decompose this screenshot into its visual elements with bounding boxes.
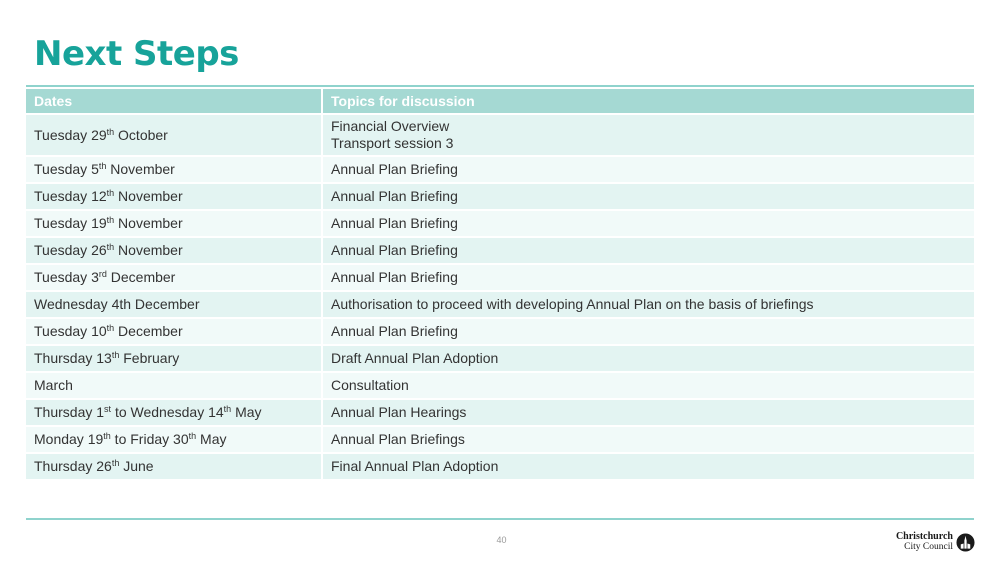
- date-cell: [26, 291, 322, 318]
- date-text: Thursday 13: [34, 350, 112, 366]
- title-divider: [26, 85, 974, 87]
- date-text: Monday 19: [34, 431, 104, 447]
- topic-line: Annual Plan Briefing: [331, 242, 458, 258]
- date-text: Tuesday 12: [34, 188, 107, 204]
- date-text: Thursday 26: [34, 458, 112, 474]
- table-row: [26, 114, 974, 156]
- date-ordinal-suffix: th: [188, 431, 197, 441]
- topics-cell: [322, 318, 974, 345]
- topic-line: Consultation: [331, 377, 409, 393]
- date-ordinal-suffix: st: [104, 404, 112, 414]
- date-ordinal-suffix: th: [223, 404, 232, 414]
- table-body: [26, 114, 974, 479]
- table-row: [26, 372, 974, 399]
- table-row: [26, 210, 974, 237]
- table-row: [26, 453, 974, 479]
- date-ordinal-suffix: rd: [98, 269, 107, 279]
- topics-cell: [322, 210, 974, 237]
- topics-cell: [322, 264, 974, 291]
- date-text: June: [119, 458, 154, 474]
- date-ordinal-suffix: th: [106, 188, 115, 198]
- date-cell: [26, 318, 322, 345]
- date-ordinal-suffix: th: [103, 431, 111, 441]
- logo-line-1: Christchurch: [895, 531, 953, 542]
- date-ordinal-suffix: th: [106, 242, 115, 252]
- topic-line: Authorisation to proceed with developing Annual Plan on the basis of briefings: [331, 296, 814, 312]
- date-text: Wednesday 4th December: [34, 296, 200, 312]
- topic-line: Annual Plan Briefing: [331, 161, 458, 177]
- date-text: December: [106, 269, 176, 285]
- date-text: Tuesday 10: [34, 323, 107, 339]
- schedule-table: [26, 89, 974, 479]
- topics-cell: [322, 291, 974, 318]
- topic-line: Annual Plan Briefing: [331, 269, 458, 285]
- date-cell: [26, 345, 322, 372]
- column-header-topics: Topics for discussion: [322, 89, 974, 114]
- topic-line: Annual Plan Briefings: [331, 431, 465, 447]
- logo-wordmark: [896, 532, 953, 552]
- topics-cell: [322, 345, 974, 372]
- topics-cell: [322, 453, 974, 479]
- christchurch-cathedral-logo-icon: [956, 533, 975, 552]
- date-cell: [26, 114, 322, 156]
- date-text: November: [114, 188, 183, 204]
- date-text: February: [119, 350, 180, 366]
- topic-line: Draft Annual Plan Adoption: [331, 350, 499, 366]
- date-cell: [26, 156, 322, 183]
- topics-cell: [322, 399, 974, 426]
- table-row: [26, 426, 974, 453]
- date-cell: [26, 426, 322, 453]
- date-text: to Wednesday 14: [111, 404, 224, 420]
- table-row: [26, 318, 974, 345]
- date-text: December: [114, 323, 183, 339]
- table-row: [26, 264, 974, 291]
- table-row: [26, 291, 974, 318]
- date-cell: [26, 399, 322, 426]
- date-text: Thursday 1: [34, 404, 105, 420]
- topic-line: Annual Plan Briefing: [331, 323, 458, 339]
- date-cell: [26, 453, 322, 479]
- table-row: [26, 345, 974, 372]
- date-text: November: [106, 161, 175, 177]
- date-ordinal-suffix: th: [106, 215, 115, 225]
- date-text: Tuesday 26: [34, 242, 107, 258]
- topics-cell: [322, 237, 974, 264]
- column-header-dates: Dates: [26, 89, 322, 114]
- topics-cell: [322, 372, 974, 399]
- topic-line: Transport session 3: [331, 135, 454, 151]
- table-row: [26, 399, 974, 426]
- topics-cell: [322, 183, 974, 210]
- date-cell: [26, 210, 322, 237]
- topic-line: Annual Plan Briefing: [331, 188, 458, 204]
- page-number: 40: [496, 535, 507, 545]
- date-cell: [26, 372, 322, 399]
- date-ordinal-suffix: th: [98, 161, 107, 171]
- topic-line: Annual Plan Briefing: [331, 215, 458, 231]
- topic-line: Final Annual Plan Adoption: [331, 458, 499, 474]
- date-text: October: [114, 126, 168, 143]
- date-cell: [26, 264, 322, 291]
- topics-cell: [322, 426, 974, 453]
- table-row: [26, 183, 974, 210]
- date-text: Tuesday 29: [34, 126, 107, 143]
- topic-line: Financial Overview: [331, 118, 450, 134]
- date-ordinal-suffix: th: [111, 458, 120, 468]
- date-text: Tuesday 5: [34, 161, 99, 177]
- date-ordinal-suffix: th: [111, 350, 120, 360]
- date-text: November: [114, 215, 183, 231]
- topics-cell: [322, 114, 974, 156]
- table-header-row: [26, 89, 974, 114]
- date-text: Tuesday 3: [34, 269, 99, 285]
- date-cell: [26, 183, 322, 210]
- date-text: May: [231, 404, 262, 420]
- date-text: to Friday 30: [110, 431, 189, 447]
- date-cell: [26, 237, 322, 264]
- date-ordinal-suffix: th: [106, 323, 115, 333]
- date-text: Tuesday 19: [34, 215, 107, 231]
- page-title: Next Steps: [34, 34, 239, 74]
- footer-divider: [26, 518, 974, 520]
- table-row: [26, 156, 974, 183]
- topics-cell: [322, 156, 974, 183]
- logo-line-2: City Council: [904, 542, 953, 552]
- council-logo: [895, 532, 975, 554]
- table-row: [26, 237, 974, 264]
- date-text: November: [114, 242, 183, 258]
- topic-line: Annual Plan Hearings: [331, 404, 467, 420]
- date-text: May: [196, 431, 227, 447]
- date-text: March: [34, 377, 73, 393]
- date-ordinal-suffix: th: [106, 126, 115, 137]
